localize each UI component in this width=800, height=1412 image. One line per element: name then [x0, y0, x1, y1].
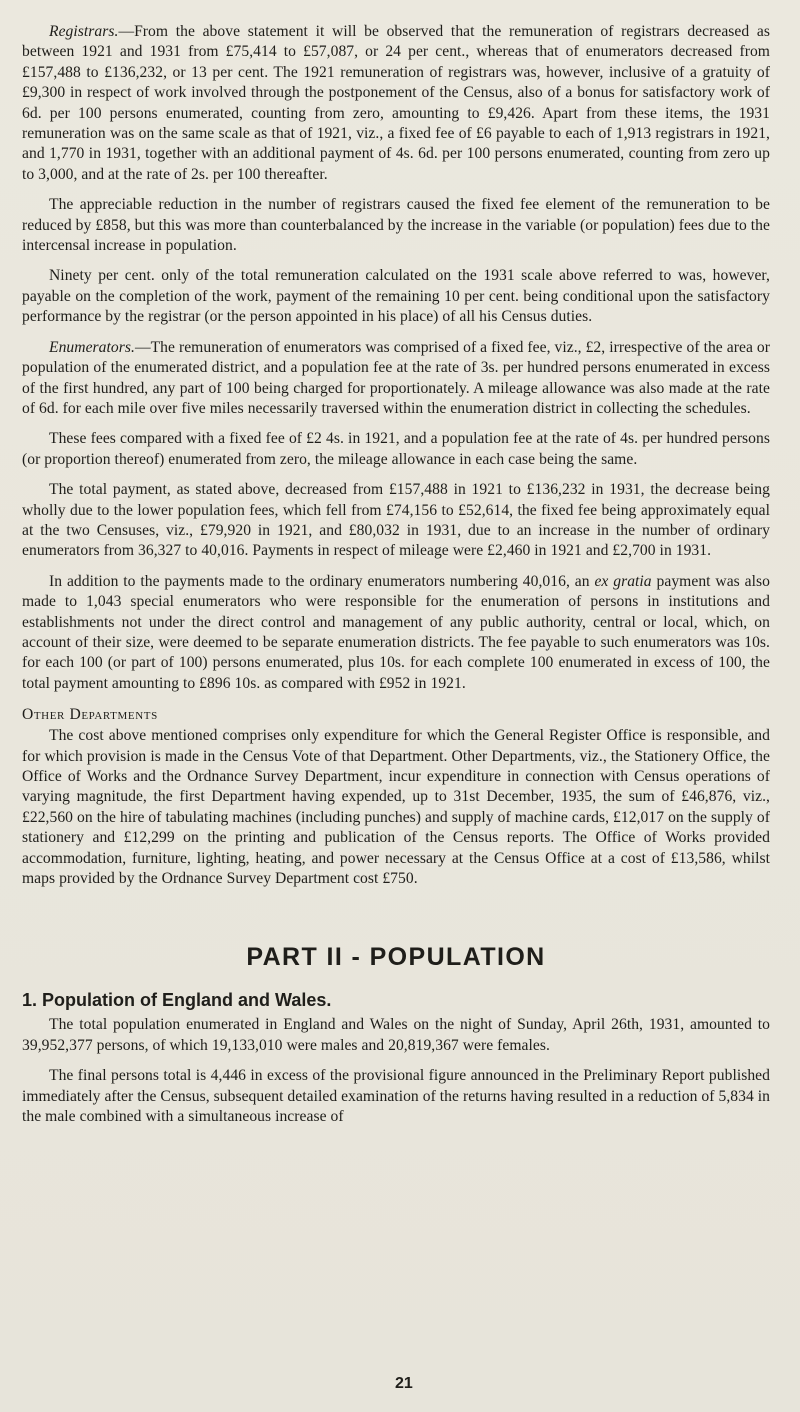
addition-text-before: In addition to the payments made to the ordinary enumerators numbering 40,016, an	[49, 572, 595, 590]
registrars-text: —From the above statement it will be observed that the remuneration of registrars decreased as between 1921 and 1931 from £75,414 to £57,087, or 24 per cent., whereas that of enumerators decreased from £157,488 to £136,232, or 13 per cent. The 1921 remuneration of registrars was, however, inclusive of a gratuity of £9,300 in respect of work involved through the postponement of the Census, also of a bonus for satisfactory work of 6d. per 100 persons enumerated, counting from zero, amounting to £9,426. Apart from these items, the 1931 remuneration was on the same scale as that of 1921, viz., a fixed fee of £6 payable to each of 1,913 registrars in 1921, and 1,770 in 1931, together with an additional payment of 4s. 6d. per 100 persons enumerated, counting from zero up to 3,000, and at the rate of 2s. per 100 thereafter.	[22, 23, 770, 183]
population-subheading: 1. Population of England and Wales.	[22, 990, 332, 1011]
enumerators-paragraph	[22, 338, 770, 420]
fixed-fee-paragraph: The appreciable reduction in the number of registrars caused the fixed fee element of the remuneration to be reduced by £858, but this was more than counterbalanced by the increase in the variable (or population) fees due to the intercensal increase in population.	[22, 196, 770, 255]
final-total-paragraph: The final persons total is 4,446 in excess of the provisional figure announced in the Preliminary Report published immediately after the Census, subsequent detailed examination of the returns having resulted in a reduction of 5,834 in the male combined with a simultaneous increase of	[22, 1067, 770, 1126]
ex-gratia-italic: ex gratia	[594, 572, 652, 590]
part-title: PART II - POPULATION	[246, 943, 546, 972]
enumerators-text: —The remuneration of enumerators was comprised of a fixed fee, viz., £2, irrespective of the area or population of the enumerated district, and a population fee at the rate of 3s. per hundred persons enumerated in excess of the first hundred, any part of 100 being charged for proportionately. A mileage allowance was also made at the rate of 6d. for each mile over five miles necessarily traversed within the enumeration district in collecting the schedules.	[22, 338, 770, 417]
special-enumerators-paragraph	[22, 572, 770, 694]
other-departments-heading: Other Departments	[22, 706, 158, 724]
total-population-paragraph: The total population enumerated in England and Wales on the night of Sunday, April 26th, 1931, amounted to 39,952,377 persons, of which 19,133,010 were males and 20,819,367 were females.	[22, 1016, 770, 1054]
other-departments-paragraph: The cost above mentioned comprises only expenditure for which the General Register Office is responsible, and for which provision is made in the Census Vote of that Department. Other Departments, viz., the Stationery Office, the Office of Works and the Ordnance Survey Department, incur expenditure in connection with Census operations of varying magnitude, the first Department having expended, up to 31st December, 1935, the sum of £46,876, viz., £22,560 on the hire of tabulating machines (including punches) and supply of machine cards, £12,017 on the supply of stationery and £12,299 on the printing and publication of the Census reports. The Office of Works provided accommodation, furniture, lighting, heating, and power necessary at the Census Office at a cost of £13,586, whilst maps provided by the Ordnance Survey Department cost £750.	[22, 727, 770, 888]
addition-text-after: payment was also made to 1,043 special enumerators who were responsible for the enumeration of persons in institutions and establishments not under the direct control and management of any public authority, central or local, which, on account of their size, were deemed to be separate enumeration districts. The fee payable to such enumerators was 10s. for each 100 (or part of 100) persons enumerated, plus 10s. for each complete 100 enumerated in excess of 100, the total payment amounting to £896 10s. as compared with £952 in 1921.	[22, 572, 770, 692]
enumerators-lead: Enumerators.	[49, 338, 135, 356]
registrars-paragraph	[22, 22, 770, 185]
page-number: 21	[395, 1375, 413, 1392]
total-payment-paragraph: The total payment, as stated above, decreased from £157,488 in 1921 to £136,232 in 1931, the decrease being wholly due to the lower population fees, which fell from £74,156 to £52,614, the fixed fee being approximately equal at the two Censuses, viz., £79,920 in 1921, and £80,032 in 1931, due to an increase in the number of ordinary enumerators from 36,327 to 40,016. Payments in respect of mileage were £2,460 in 1921 and £2,700 in 1931.	[22, 481, 770, 560]
ninety-percent-paragraph: Ninety per cent. only of the total remuneration calculated on the 1931 scale above referred to was, however, payable on the completion of the work, payment of the remaining 10 per cent. being conditional upon the satisfactory performance by the registrar (or the person appointed in his place) of all his Census duties.	[22, 267, 770, 326]
registrars-lead: Registrars.	[49, 23, 119, 40]
these-fees-paragraph: These fees compared with a fixed fee of £2 4s. in 1921, and a population fee at the rate of 4s. per hundred persons (or proportion thereof) enumerated from zero, the mileage allowance in each case being the same.	[22, 430, 770, 468]
